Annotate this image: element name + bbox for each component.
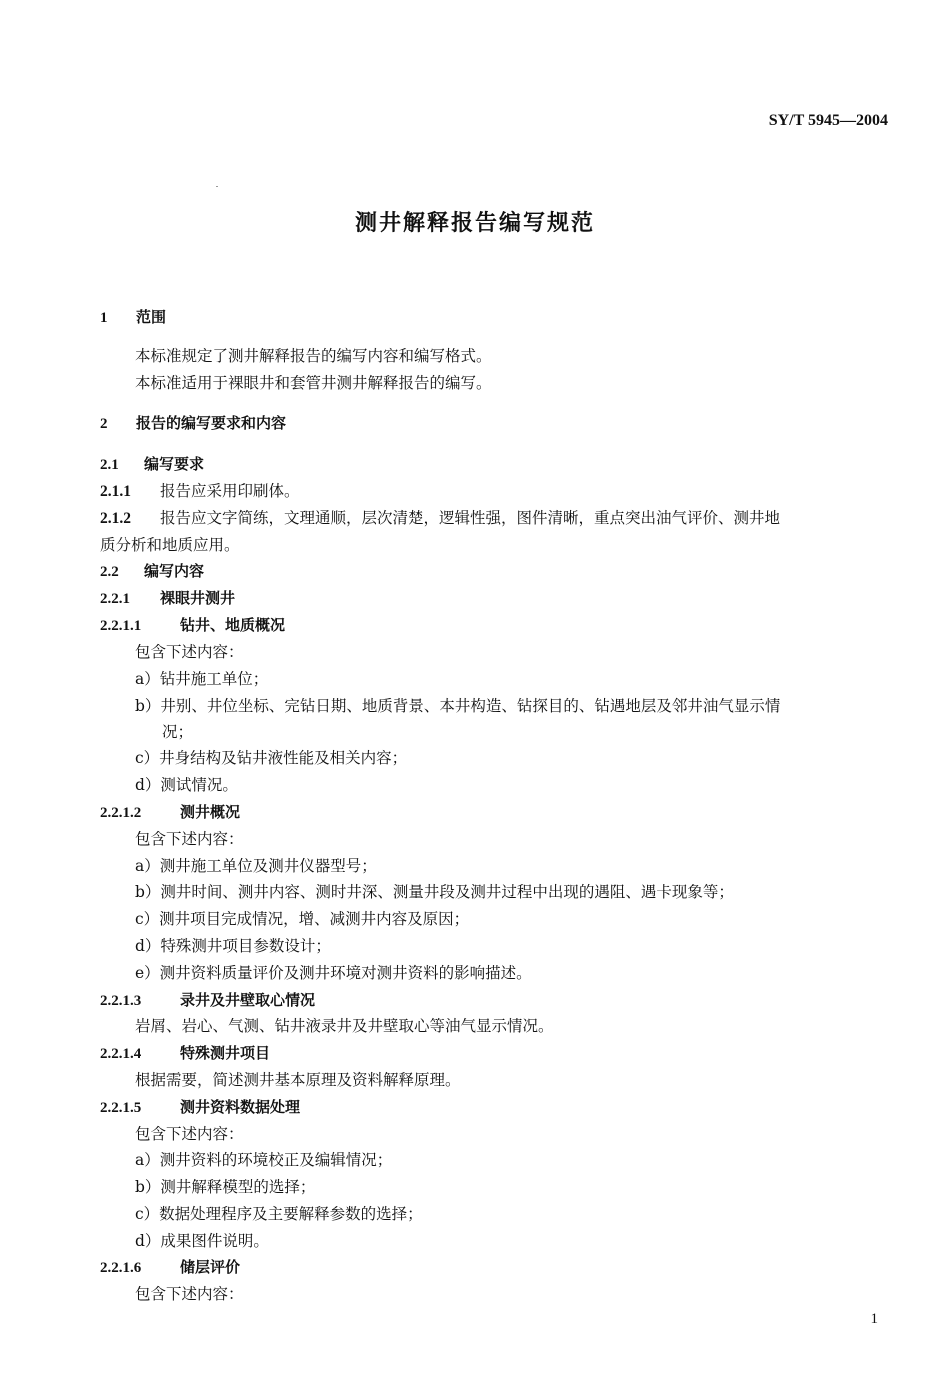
list-item: b）井别、井位坐标、完钻日期、地质背景、本井构造、钻探目的、钻遇地层及邻井油气显示情 <box>135 697 781 715</box>
list-item: d）测试情况。 <box>135 776 238 794</box>
clause-2-1-2 <box>100 508 780 529</box>
section-2-2-1-3-heading <box>100 990 315 1011</box>
section-2-2-1-6-heading <box>100 1257 240 1278</box>
section-title: 范围 <box>136 308 167 326</box>
intro-text: 包含下述内容： <box>135 643 244 661</box>
section-title: 钻井、地质概况 <box>180 616 286 634</box>
scan-speck <box>216 186 218 187</box>
list-item: b）测井时间、测井内容、测时井深、测量井段及测井过程中出现的遇阻、遇卡现象等； <box>135 883 734 901</box>
paragraph: 根据需要，简述测井基本原理及资料解释原理。 <box>135 1071 461 1089</box>
section-number: 2 <box>100 416 108 432</box>
section-2-1-heading <box>100 454 204 475</box>
page-number: 1 <box>870 1311 878 1327</box>
intro-text: 包含下述内容： <box>135 830 244 848</box>
list-item: c）数据处理程序及主要解释参数的选择； <box>135 1205 423 1223</box>
section-title: 测井概况 <box>180 803 241 821</box>
intro-text: 包含下述内容： <box>135 1285 244 1303</box>
list-item: e）测井资料质量评价及测井环境对测井资料的影响描述。 <box>135 964 532 982</box>
list-item-continuation: 况； <box>162 723 194 741</box>
clause-number: 2.1.1 <box>100 483 131 500</box>
section-2-2-heading <box>100 561 204 582</box>
clause-2-1-1 <box>100 481 300 502</box>
section-title: 裸眼井测井 <box>160 589 236 607</box>
section-number: 2.2.1.2 <box>100 805 142 821</box>
section-1-heading <box>100 307 166 328</box>
clause-text: 报告应文字简练，文理通顺，层次清楚，逻辑性强，图件清晰，重点突出油气评价、测井地 <box>160 509 781 527</box>
section-title: 特殊测井项目 <box>180 1044 271 1062</box>
section-2-heading <box>100 413 286 434</box>
section-number: 2.2.1.4 <box>100 1046 142 1062</box>
section-title: 储层评价 <box>180 1258 241 1276</box>
section-number: 2.1 <box>100 457 119 473</box>
standard-code: SY/T 5945—2004 <box>768 112 888 129</box>
list-item: d）特殊测井项目参数设计； <box>135 937 331 955</box>
list-item: b）测井解释模型的选择； <box>135 1178 316 1196</box>
list-item: d）成果图件说明。 <box>135 1232 269 1250</box>
section-2-2-1-4-heading <box>100 1043 270 1064</box>
section-number: 1 <box>100 310 108 326</box>
clause-number: 2.1.2 <box>100 510 131 527</box>
section-title: 编写内容 <box>144 562 205 580</box>
paragraph: 岩屑、岩心、气测、钻井液录井及井壁取心等油气显示情况。 <box>135 1017 554 1035</box>
intro-text: 包含下述内容： <box>135 1125 244 1143</box>
section-title: 测井资料数据处理 <box>180 1098 301 1116</box>
section-number: 2.2.1.5 <box>100 1100 142 1116</box>
section-2-2-1-2-heading <box>100 802 240 823</box>
section-number: 2.2 <box>100 564 119 580</box>
list-item: c）井身结构及钻井液性能及相关内容； <box>135 749 408 767</box>
section-number: 2.2.1 <box>100 591 130 607</box>
section-number: 2.2.1.6 <box>100 1260 142 1276</box>
list-item: a）测井资料的环境校正及编辑情况； <box>135 1151 393 1169</box>
section-number: 2.2.1.3 <box>100 993 142 1009</box>
page-title: 测井解释报告编写规范 <box>354 211 595 236</box>
section-2-2-1-5-heading <box>100 1097 300 1118</box>
section-title: 编写要求 <box>144 455 205 473</box>
section-title: 报告的编写要求和内容 <box>136 414 287 432</box>
clause-text: 报告应采用印刷体。 <box>160 482 300 500</box>
list-item: c）测井项目完成情况，增、减测井内容及原因； <box>135 910 470 928</box>
section-2-2-1-1-heading <box>100 615 285 636</box>
list-item: a）钻井施工单位； <box>135 670 269 688</box>
paragraph: 本标准适用于裸眼井和套管井测井解释报告的编写。 <box>135 374 492 392</box>
section-2-2-1-heading <box>100 588 235 609</box>
section-title: 录井及井壁取心情况 <box>180 991 316 1009</box>
paragraph: 本标准规定了测井解释报告的编写内容和编写格式。 <box>135 347 492 365</box>
clause-continuation: 质分析和地质应用。 <box>100 536 240 554</box>
section-number: 2.2.1.1 <box>100 618 142 634</box>
list-item: a）测井施工单位及测井仪器型号； <box>135 857 377 875</box>
